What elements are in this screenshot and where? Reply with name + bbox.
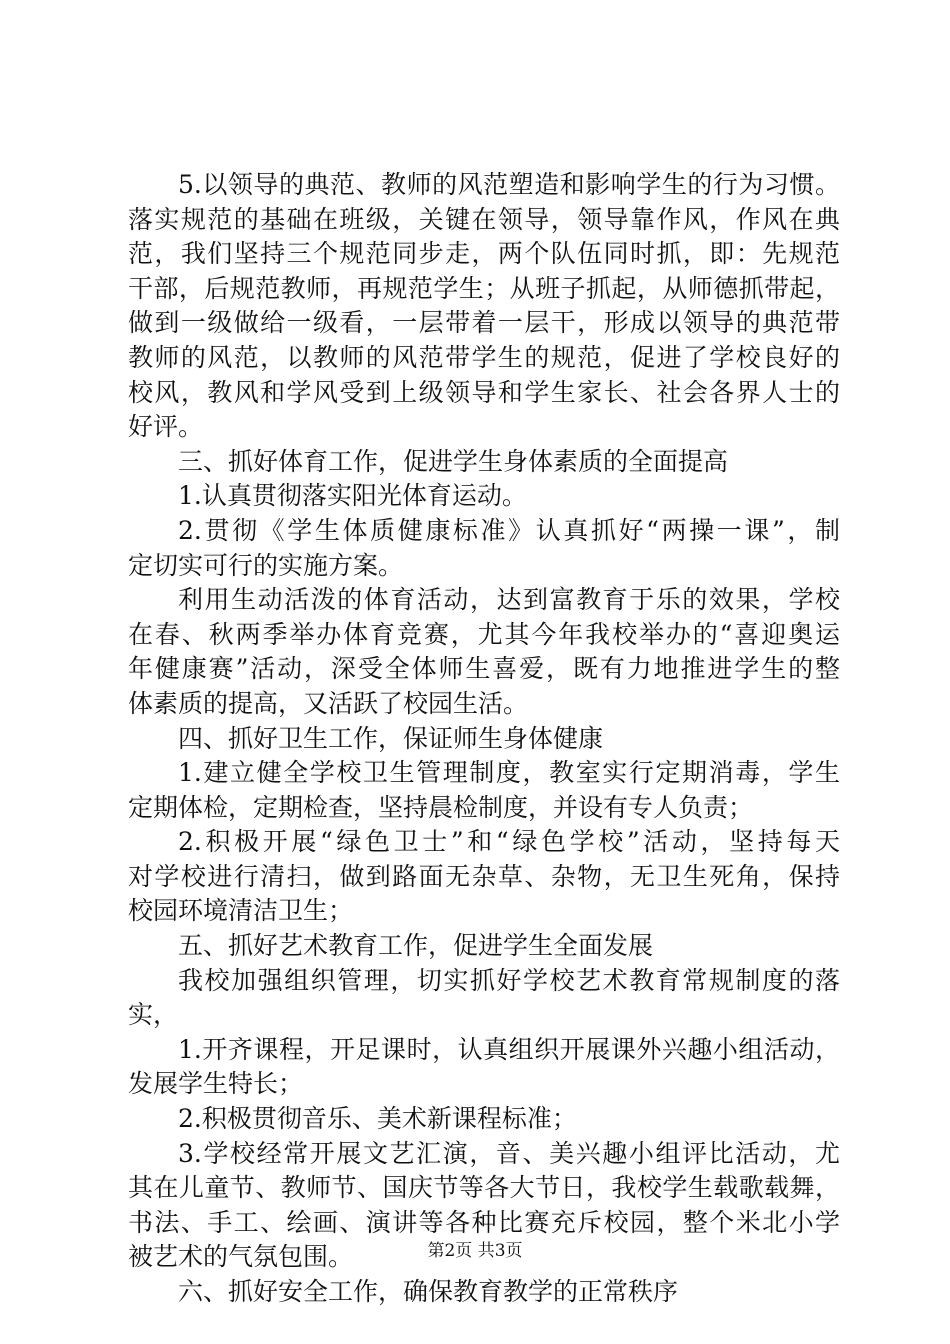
body-text <box>128 168 840 1310</box>
paragraph-line: 发展学生特长； <box>128 1069 304 1099</box>
section-heading: 六、抓好安全工作，确保教育教学的正常秩序 <box>178 1277 679 1306</box>
paragraph-line: 我校加强组织管理，切实抓好学校艺术教育常规制度的落 <box>178 965 840 995</box>
paragraph-line: 好评。 <box>128 412 204 442</box>
paragraph-line: 定切实可行的实施方案。 <box>128 550 404 580</box>
paragraph-line: 定期体检，定期检查，坚持晨检制度，并设有专人负责； <box>128 792 754 822</box>
paragraph-line: 在春、秋两季举办体育竞赛，尤其今年我校举办的“喜迎奥运 <box>128 619 840 649</box>
paragraph-line: 范，我们坚持三个规范同步走，两个队伍同时抓，即：先规范 <box>128 239 840 269</box>
paragraph-line: 校风，教风和学风受到上级领导和学生家长、社会各界人士的 <box>128 377 840 407</box>
paragraph-line: 其在儿童节、教师节、国庆节等各大节日，我校学生载歌载舞， <box>128 1173 840 1203</box>
paragraph-line: 体素质的提高，又活跃了校园生活。 <box>128 688 529 718</box>
paragraph-line: 做到一级做给一级看，一层带着一层干，形成以领导的典范带 <box>128 308 840 338</box>
paragraph-line: 教师的风范，以教师的风范带学生的规范，促进了学校良好的 <box>128 342 840 372</box>
paragraph-line: 2.积极开展“绿色卫士”和“绿色学校”活动，坚持每天 <box>178 827 840 857</box>
paragraph-line: 实， <box>128 1000 179 1030</box>
section-heading: 三、抓好体育工作，促进学生身体素质的全面提高 <box>178 446 729 476</box>
paragraph-line: 1.开齐课程，开足课时，认真组织开展课外兴趣小组活动， <box>178 1034 840 1064</box>
paragraph-line: 落实规范的基础在班级，关键在领导，领导靠作风，作风在典 <box>128 204 840 234</box>
paragraph-line: 2.贯彻《学生体质健康标准》认真抓好“两操一课”，制 <box>178 515 840 545</box>
page-footer: 第2页 共3页 <box>427 1241 523 1261</box>
paragraph-line: 5.以领导的典范、教师的风范塑造和影响学生的行为习惯。 <box>178 170 840 199</box>
paragraph-line: 校园环境清洁卫生； <box>128 896 354 926</box>
paragraph-line: 被艺术的气氛包围。 <box>128 1242 354 1272</box>
section-heading: 四、抓好卫生工作，保证师生身体健康 <box>178 723 604 753</box>
paragraph-line: 对学校进行清扫，做到路面无杂草、杂物，无卫生死角，保持 <box>128 861 840 891</box>
paragraph-line: 书法、手工、绘画、演讲等各种比赛充斥校园，整个米北小学 <box>128 1207 840 1237</box>
paragraph-line: 1.认真贯彻落实阳光体育运动。 <box>178 481 527 511</box>
section-heading: 五、抓好艺术教育工作，促进学生全面发展 <box>178 931 654 961</box>
paragraph-line: 干部，后规范教师，再规范学生；从班子抓起，从师德抓带起， <box>128 273 840 303</box>
paragraph-line: 3.学校经常开展文艺汇演，音、美兴趣小组评比活动，尤 <box>178 1138 840 1168</box>
paragraph-line: 年健康赛”活动，深受全体师生喜爱，既有力地推进学生的整 <box>128 654 840 684</box>
paragraph-line: 2.积极贯彻音乐、美术新课程标准； <box>178 1104 577 1134</box>
paragraph-line: 1.建立健全学校卫生管理制度，教室实行定期消毒，学生 <box>178 758 840 788</box>
paragraph-line: 利用生动活泼的体育活动，达到富教育于乐的效果，学校 <box>178 585 840 615</box>
